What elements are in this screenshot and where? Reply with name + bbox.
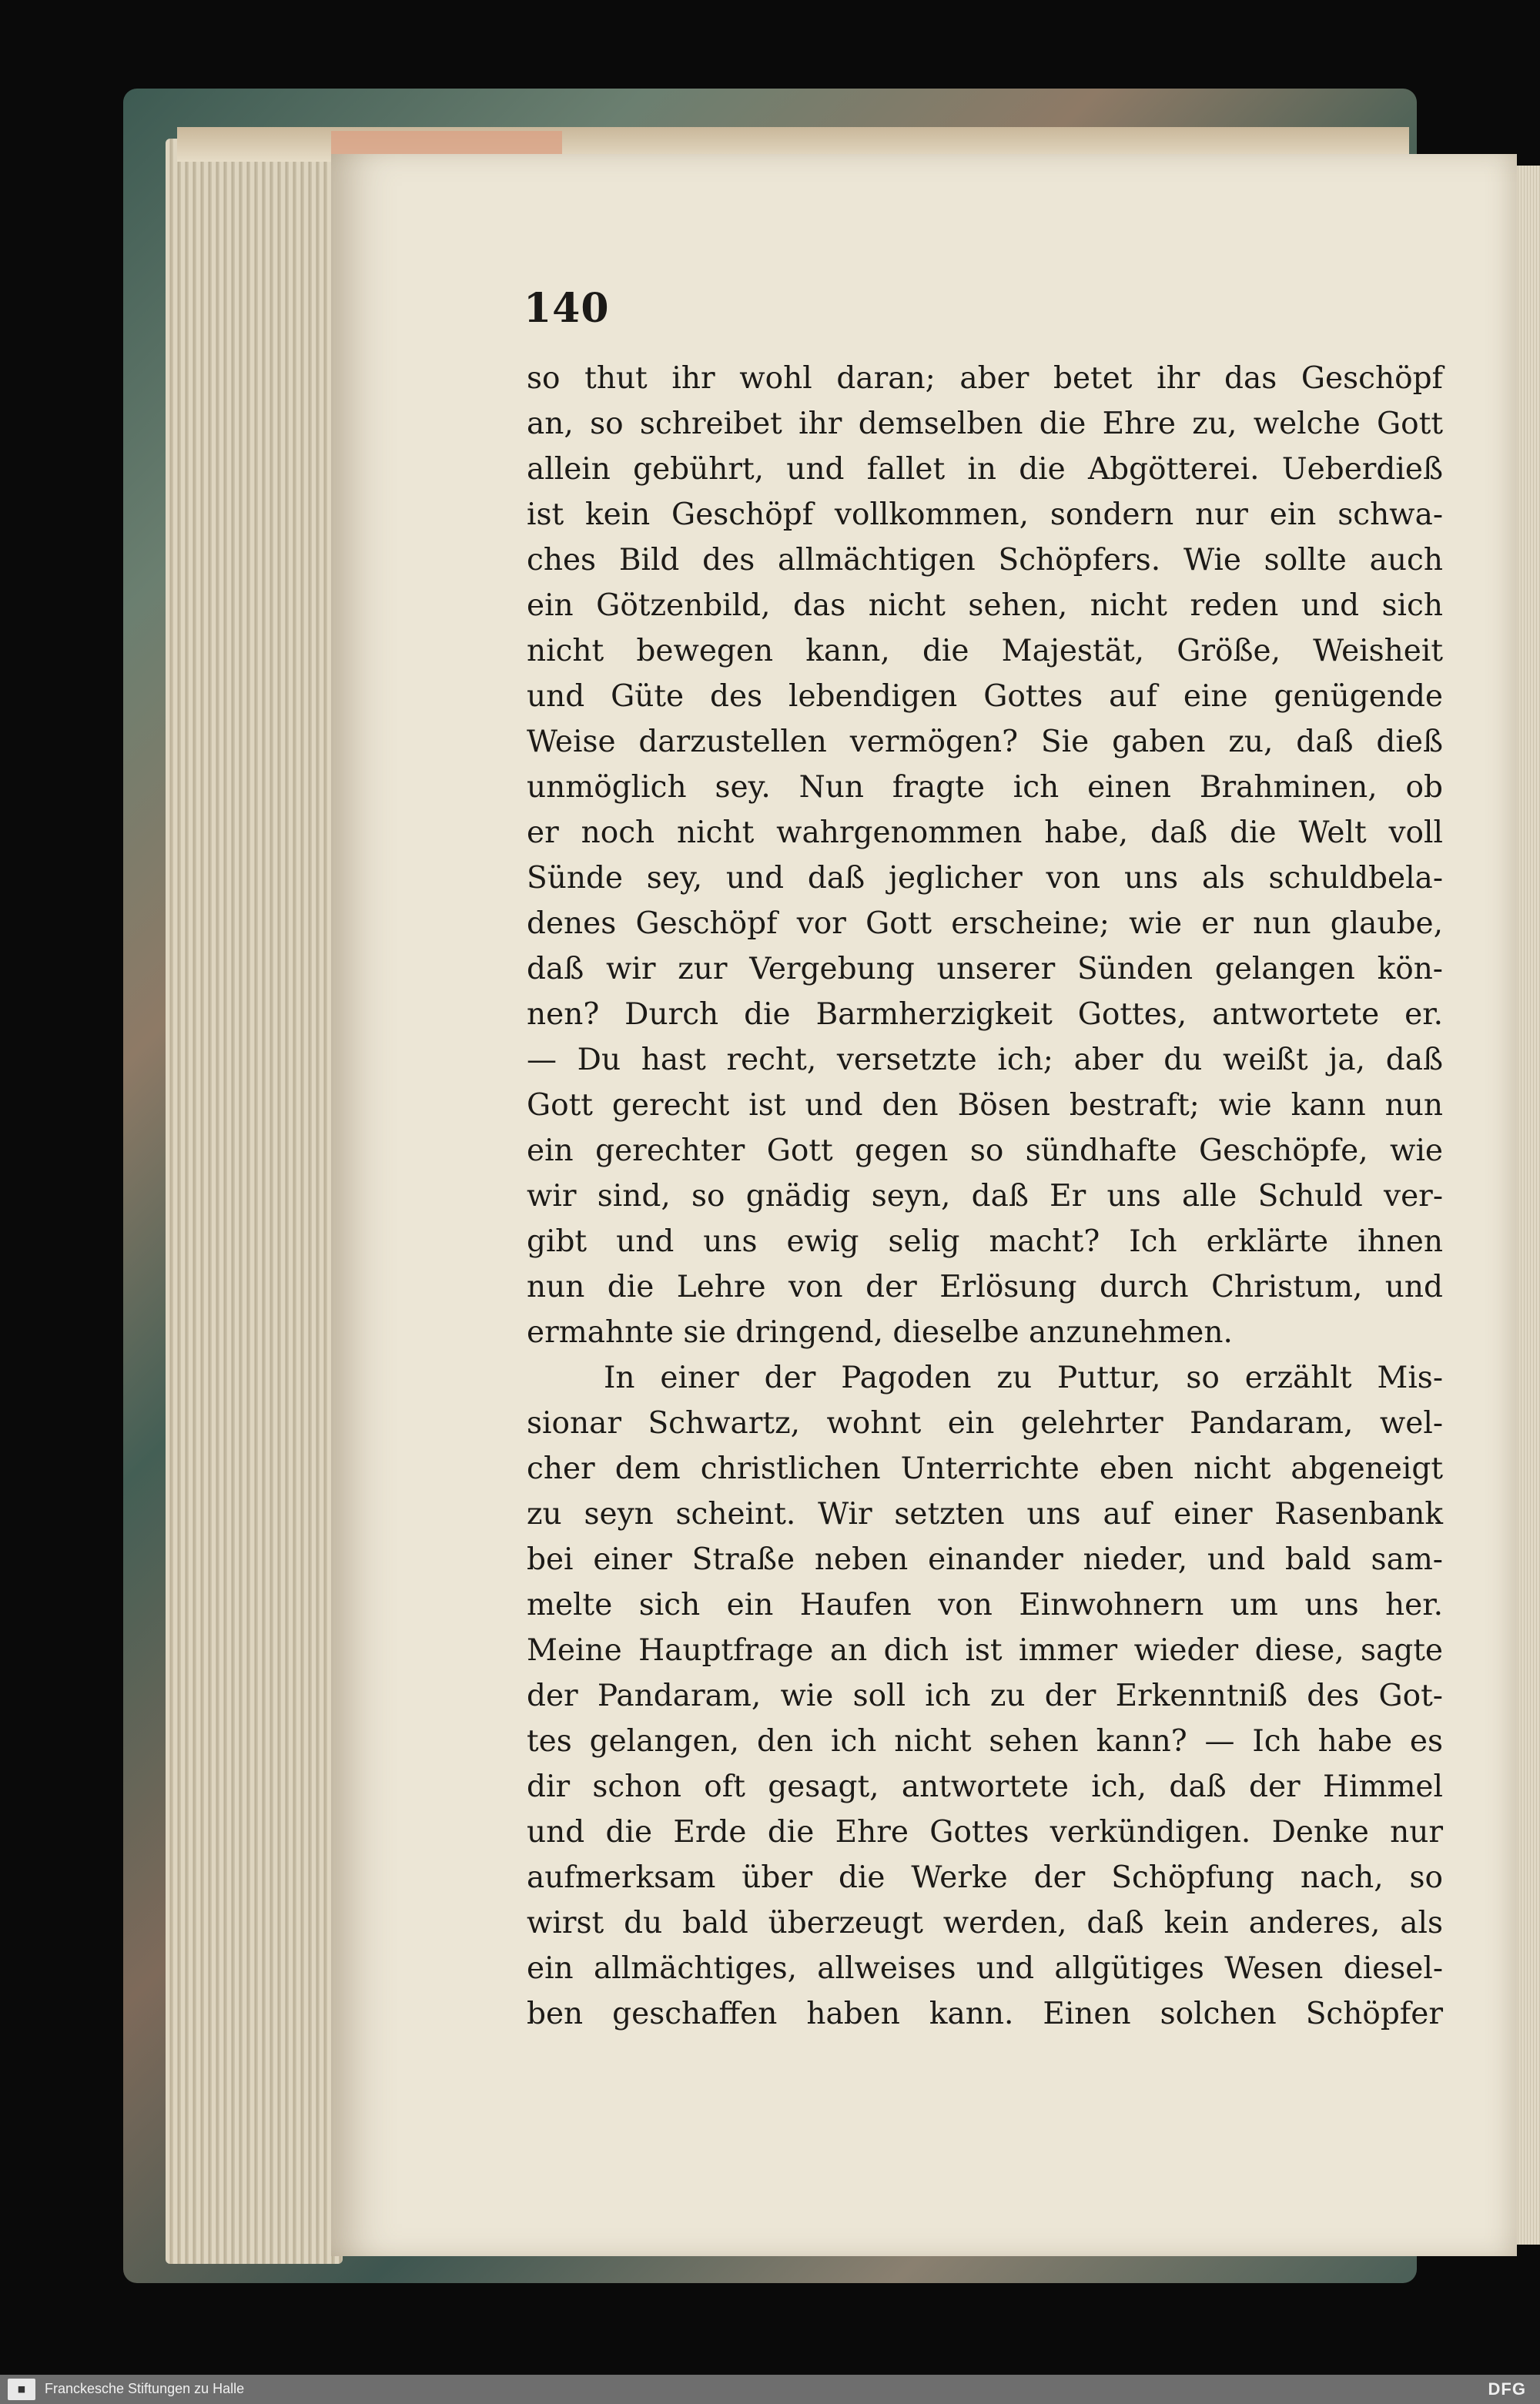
text-line: ben geschaffen haben kann. Einen solchen Schöpfer (527, 1997, 1443, 2031)
text-line: zu seyn scheint. Wir setzten uns auf einer Rasenbank (527, 1497, 1443, 1532)
text-line: dir schon oft gesagt, antwortete ich, daß der Himmel (527, 1770, 1443, 1804)
dfg-logo: DFG (1488, 2379, 1526, 2399)
text-line: ein Götzenbild, das nicht sehen, nicht reden und sich (527, 588, 1443, 623)
text-line: ermahnte sie dringend, dieselbe anzunehmen. (527, 1315, 1233, 1350)
text-line: Weise darzustellen vermögen? Sie gaben zu, daß dieß (527, 725, 1443, 759)
text-line: nen? Durch die Barmherzigkeit Gottes, antwortete er. (527, 997, 1443, 1032)
text-line: Gott gerecht ist und den Bösen bestraft; wie kann nun (527, 1088, 1443, 1123)
text-line: wir sind, so gnädig seyn, daß Er uns alle Schuld ver- (527, 1179, 1443, 1214)
text-line: allein gebührt, und fallet in die Abgötterei. Ueberdieß (527, 452, 1443, 487)
text-line: In einer der Pagoden zu Puttur, so erzählt Mis- (604, 1361, 1443, 1395)
viewer-footer (0, 2375, 1540, 2404)
text-line: ches Bild des allmächtigen Schöpfers. Wie sollte auch (527, 543, 1443, 578)
text-line: — Du hast recht, versetzte ich; aber du weißt ja, daß (527, 1043, 1443, 1077)
text-line: ein allmächtiges, allweises und allgütiges Wesen diesel- (527, 1951, 1443, 1986)
text-line: und Güte des lebendigen Gottes auf eine genügende (527, 679, 1443, 714)
text-line: der Pandaram, wie soll ich zu der Erkenntniß des Got- (527, 1679, 1443, 1713)
text-line: ist kein Geschöpf vollkommen, sondern nur ein schwa- (527, 497, 1443, 532)
text-line: melte sich ein Haufen von Einwohnern um uns her. (527, 1588, 1443, 1622)
text-line: tes gelangen, den ich nicht sehen kann? — Ich habe es (527, 1724, 1443, 1759)
institution-logo-icon: ■ (8, 2379, 35, 2400)
text-line: wirst du bald überzeugt werden, daß kein anderes, als (527, 1906, 1443, 1940)
text-line: an, so schreibet ihr demselben die Ehre zu, welche Gott (527, 407, 1443, 441)
text-line: unmöglich sey. Nun fragte ich einen Brahminen, ob (527, 770, 1443, 805)
text-line: ein gerechter Gott gegen so sündhafte Geschöpfe, wie (527, 1133, 1443, 1168)
text-line: cher dem christlichen Unterrichte eben nicht abgeneigt (527, 1451, 1443, 1486)
text-line: nicht bewegen kann, die Majestät, Größe, Weisheit (527, 634, 1443, 668)
text-line: gibt und uns ewig selig macht? Ich erklärte ihnen (527, 1224, 1443, 1259)
text-line: sionar Schwartz, wohnt ein gelehrter Pandaram, wel- (527, 1406, 1443, 1441)
text-line: denes Geschöpf vor Gott erscheine; wie er nun glaube, (527, 906, 1443, 941)
text-line: bei einer Straße neben einander nieder, und bald sam- (527, 1542, 1443, 1577)
text-line: er noch nicht wahrgenommen habe, daß die Welt voll (527, 815, 1443, 850)
text-line: Sünde sey, und daß jeglicher von uns als schuldbela- (527, 861, 1443, 896)
institution-name: Franckesche Stiftungen zu Halle (45, 2381, 245, 2396)
text-line: aufmerksam über die Werke der Schöpfung nach, so (527, 1860, 1443, 1895)
page-number: 140 (524, 285, 610, 332)
text-line: Meine Hauptfrage an dich ist immer wieder diese, sagte (527, 1633, 1443, 1668)
text-line: so thut ihr wohl daran; aber betet ihr das Geschöpf (527, 361, 1443, 396)
text-line: nun die Lehre von der Erlösung durch Christum, und (527, 1270, 1443, 1304)
text-line: und die Erde die Ehre Gottes verkündigen. Denke nur (527, 1815, 1443, 1850)
bookmark-strip (331, 131, 562, 156)
text-line: daß wir zur Vergebung unserer Sünden gelangen kön- (527, 952, 1443, 986)
page-text (527, 356, 1443, 2037)
page-block-edges (166, 139, 343, 2264)
